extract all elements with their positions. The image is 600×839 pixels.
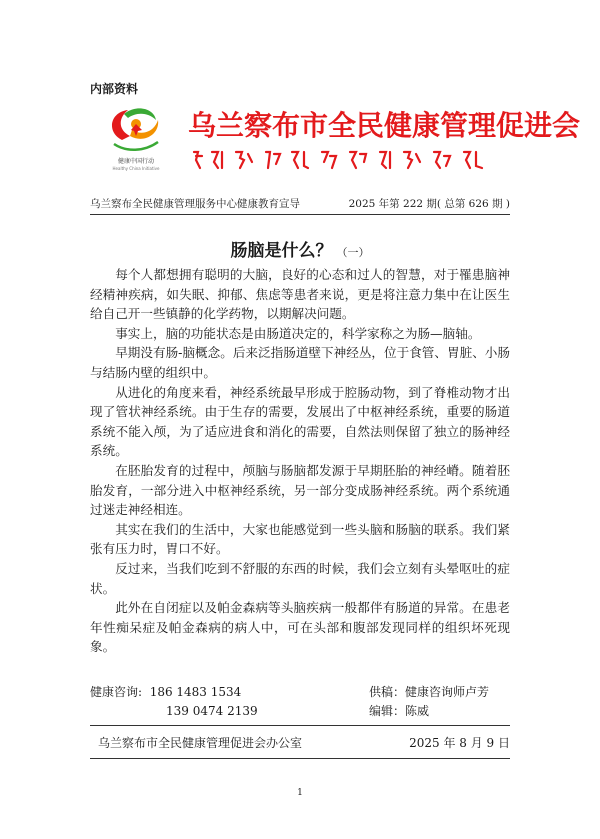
- phone-1: 186 1483 1534: [149, 685, 242, 699]
- editor: 编辑：陈威: [369, 704, 430, 718]
- paragraph: 事实上，脑的功能状态是由肠道决定的，科学家称之为肠—脑轴。: [115, 325, 481, 341]
- healthy-china-logo-icon: [100, 100, 172, 184]
- article-body: [90, 265, 510, 657]
- issue-line: [90, 196, 510, 211]
- footer-divider-bottom: [90, 758, 510, 759]
- issue-number: 2025 年第 222 期( 总第 626 期 ): [348, 198, 510, 210]
- internal-label: 内部资料: [90, 82, 139, 96]
- footer-divider-top: [90, 725, 510, 726]
- footer-office: 乌兰察布市全民健康管理促进会办公室: [98, 736, 303, 750]
- logo-caption-en: Healthy China Initiative: [112, 166, 160, 171]
- footer-date: 2025 年 8 月 9 日: [409, 736, 510, 750]
- article-title: 肠脑是什么？: [230, 241, 333, 261]
- contributor: 供稿：健康咨询师卢芳: [369, 685, 490, 699]
- paragraph: 此外在自闭症以及帕金森病等头脑疾病一般都伴有肠道的异常。在患老年性痴呆症及帕金森病的病人中，可在头部和腹部发现同样的组织坏死现象。: [90, 600, 510, 655]
- org-title: 乌兰察布市全民健康管理促进会: [188, 109, 581, 142]
- phone-2: 139 0474 2139: [166, 704, 258, 718]
- paragraph: 每个人都想拥有聪明的大脑，良好的心态和过人的智慧，对于罹患脑神经精神疾病，如失眠、抑郁、焦虑等患者来说，更是将注意力集中在让医生给自己开一些镇静的化学药物，以期解决问题。: [90, 267, 510, 322]
- logo-graphic: [100, 100, 172, 158]
- contact-block: [90, 683, 510, 721]
- consult-label: 健康咨询: 186 1483 1534: [90, 685, 242, 699]
- paragraph: 反过来，当我们吃到不舒服的东西的时候，我们会立刻有头晕呕吐的症状。: [90, 560, 510, 596]
- issue-publisher: 乌兰察布全民健康管理服务中心健康教育宣导: [90, 198, 300, 210]
- paragraph: 在胚胎发育的过程中，颅脑与肠脑都发源于早期胚胎的神经嵴。随着胚胎发育，一部分进入中枢神经系统，另一部分变成肠神经系统。两个系统通过迷走神经相连。: [90, 462, 510, 518]
- paragraph: 其实在我们的生活中，大家也能感觉到一些头脑和肠脑的联系。我们紧张有压力时，胃口不好。: [90, 521, 510, 557]
- paragraph: 早期没有肠-脑概念。后来泛指肠道壁下神经丛，位于食管、胃脏、小肠与结肠内壁的组织中。: [90, 345, 510, 380]
- header-divider: [90, 214, 510, 215]
- logo-caption: 健康中国行动: [117, 158, 154, 165]
- page-number: 1: [297, 788, 303, 798]
- paragraph: 从进化的角度来看，神经系统最早形成于腔肠动物，到了脊椎动物才出现了管状神经系统。由于生存的需要，发展出了中枢神经系统，重要的肠道系统不能入颅，为了适应进食和消化的需要，自然法则保留了独立的肠神经系统。: [90, 384, 510, 459]
- article-part: （一）: [336, 246, 370, 259]
- mongolian-script-icon: [188, 148, 496, 172]
- footer-line: [98, 734, 510, 751]
- article-headline: [0, 236, 600, 261]
